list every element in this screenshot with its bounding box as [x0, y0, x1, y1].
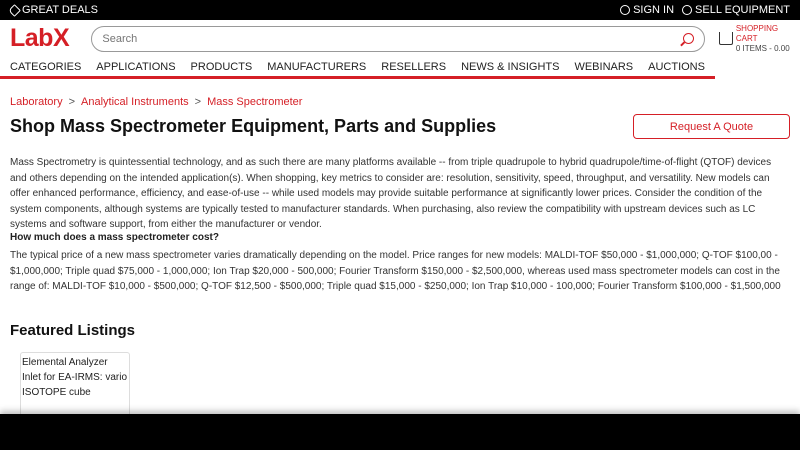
breadcrumb-separator: >	[68, 96, 76, 108]
user-icon	[620, 5, 630, 15]
search-icon[interactable]	[683, 33, 694, 44]
tag-icon	[8, 4, 21, 17]
search-input[interactable]	[102, 33, 662, 45]
labx-logo[interactable]: LabX	[10, 24, 70, 52]
request-quote-button[interactable]: Request A Quote	[633, 114, 790, 139]
intro-text: Mass Spectrometry is quintessential technology, and as such there are many platforms available -- from triple quadrupole to hybrid quadrupole/time-of-flight (QTOF) devices and others depending on the intended application(s). When shopping, key metrics to consider are: resolution, sensitivity, speed, throughput, and versatility. New models can offer enhanced performance, efficiency, and ease-of-use -- while used models may provide suitable performance at significantly lower prices. Consider the condition of the system components, although systems are typically tested to manufacturer standards. When purchasing, also review the compatibility with upstream devices such as LC systems and software support, from either the manufacturer or vendor.	[10, 157, 772, 230]
dollar-icon	[682, 5, 692, 15]
cart-icon	[719, 32, 732, 45]
shopping-cart[interactable]	[719, 24, 790, 54]
nav-manufacturers[interactable]: MANUFACTURERS	[267, 60, 367, 73]
nav-products[interactable]: PRODUCTS	[190, 60, 253, 73]
breadcrumb-laboratory[interactable]: Laboratory	[10, 96, 63, 108]
breadcrumb-analytical-instruments[interactable]: Analytical Instruments	[81, 96, 189, 108]
listing-card[interactable]	[20, 352, 130, 422]
search-bar[interactable]	[91, 26, 705, 52]
nav-resellers[interactable]: RESELLERS	[381, 60, 447, 73]
nav-applications[interactable]: APPLICATIONS	[96, 60, 176, 73]
sell-equipment-link[interactable]	[682, 4, 790, 16]
nav-auctions[interactable]: AUCTIONS	[648, 60, 705, 73]
nav-webinars[interactable]: WEBINARS	[574, 60, 634, 73]
top-bar	[0, 0, 800, 20]
sell-equipment-label: SELL EQUIPMENT	[695, 4, 790, 16]
nav-news-insights[interactable]: NEWS & INSIGHTS	[461, 60, 560, 73]
great-deals-label: GREAT DEALS	[22, 4, 99, 16]
main-nav	[0, 57, 715, 79]
faq-question: How much does a mass spectrometer cost?	[10, 232, 219, 243]
listing-title[interactable]: Elemental Analyzer Inlet for EA-IRMS: vario ISOTOPE cube	[22, 357, 128, 398]
site-header	[0, 20, 800, 57]
breadcrumb-mass-spectrometer[interactable]: Mass Spectrometer	[207, 96, 303, 108]
featured-listings-title: Featured Listings	[10, 322, 136, 339]
bottom-overlay-bar	[0, 414, 800, 450]
page-title: Shop Mass Spectrometer Equipment, Parts and Supplies	[10, 116, 497, 136]
faq-answer: The typical price of a new mass spectrometer varies dramatically depending on the model. Price ranges for new models: MALDI-TOF $50,000 - $1,000,000; Q-TOF $100,00 - $1,000,000; Triple quad $75,000 - 1,000,000; Ion Trap $20,000 - 500,000; Fourier Transform $150,000 - $2,500,000, whereas used mass spectrometer models can cost in the range of: MALDI-TOF $10,000 - $500,000; Q-TOF $12,500 - $500,000; Triple quad $15,000 - $250,000; Ion Trap $10,000 - 100,000; Fourier Transform $100,000 - $1,500,000	[10, 250, 781, 292]
nav-categories[interactable]: CATEGORIES	[10, 60, 82, 73]
cart-value: 0 ITEMS - 0.00	[735, 43, 790, 53]
great-deals-link[interactable]	[10, 4, 98, 16]
cart-label: SHOPPING CART	[735, 23, 779, 43]
breadcrumb	[10, 96, 302, 108]
sign-in-label: SIGN IN	[633, 4, 675, 16]
sign-in-link[interactable]	[620, 4, 674, 16]
breadcrumb-separator: >	[194, 96, 202, 108]
